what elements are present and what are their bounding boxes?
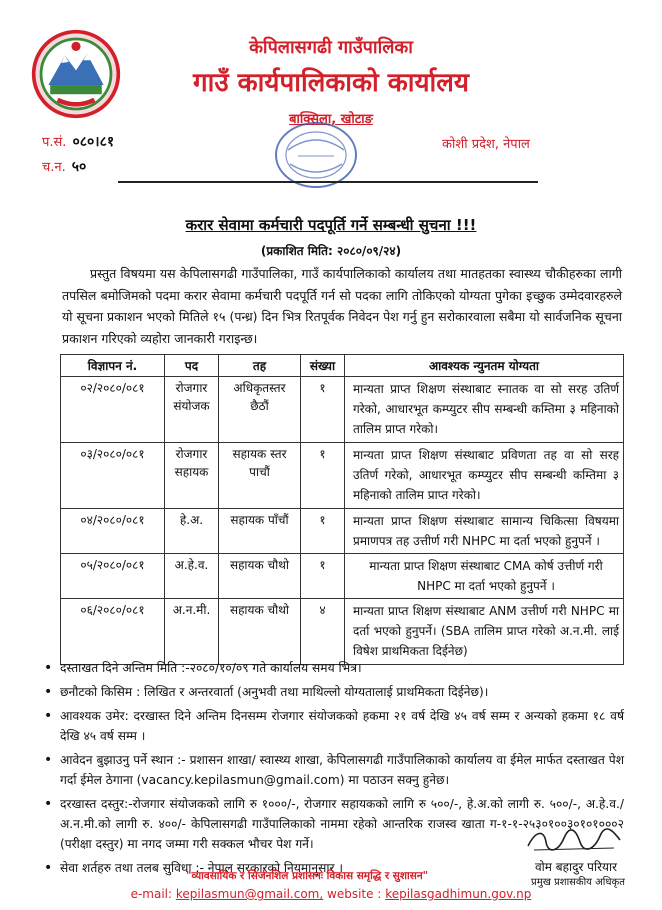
level-cell: सहायक स्तर पाचौं [219,443,301,509]
ad-no-cell: ०३/२०८०/०८१ [61,443,165,509]
district-address: बाक्सिला, खोटाङ [289,112,373,127]
office-slogan: "व्यावसायिक र सिर्जनशिल प्रशासनः विकास समृद्धि र सुशासन" [186,870,429,882]
post-cell: रोजगार संयोजक [165,377,219,443]
reference-number: प.सं. ०८०।८१ [42,134,115,150]
count-cell: १ [301,509,345,554]
count-cell: १ [301,377,345,443]
list-item: • छनौटको किसिम : लिखित र अन्तरवार्ता (अनुभवी तथा माथिल्लो योग्यतालाई प्राथमिकता दिईनेछ)। [44,682,624,702]
office-title: गाउँ कार्यपालिकाको कार्यालय [193,68,469,98]
table-row [61,599,624,665]
post-cell: रोजगार सहायक [165,443,219,509]
website-link[interactable]: kepilasgadhimun.gov.np [385,887,532,901]
requirement-cell: मान्यता प्राप्त शिक्षण संस्थाबाट ANM उत्तीर्ण गरी NHPC मा दर्ता भएको हुनुपर्ने। (SBA तालिम प्राप्त गरेको अ.न.मी. लाई विषेश प्राथमिकता दिईनेछ) [345,599,624,665]
province-label: कोशी प्रदेश, नेपाल [442,137,530,152]
col-post: पद [165,355,219,377]
office-seal-icon [268,120,364,190]
ad-no-cell: ०२/२०८०/०८१ [61,377,165,443]
requirement-cell: मान्यता प्राप्त शिक्षण संस्थाबाट CMA कोर्ष उत्तीर्ण गरी NHPC मा दर्ता भएको हुनुपर्ने । [345,554,624,599]
ad-no-cell: ०६/२०८०/०८१ [61,599,165,665]
post-cell: हे.अ. [165,509,219,554]
table-row [61,554,624,599]
ad-no-cell: ०५/२०८०/०८१ [61,554,165,599]
list-item: • सेवा शर्तहरु तथा तलब सुविधा :- नेपाल सरकारको नियमानुसार । [44,858,624,878]
notice-intro: प्रस्तुत विषयमा यस केपिलासगढी गाउँपालिका, गाउँ कार्यपालिकाको कार्यालय तथा मातहतका स्वास्थ्य चौकीहरुका लागी तपसिल बमोजिमको पदमा करार सेवामा कर्मचारी पदपूर्ति गर्न सो पदका लागि तोकिएको योग्यता पुगेका इच्छुक उम्मेदवारहरुले यो सूचना प्रकाशन भएको मितिले १५ (पन्ध्र) दिन भित्र रितपूर्वक निवेदन पेश गर्नु हुन सरोकारवाला सबैमा यो सार्वजनिक सूचना प्रकाशन गरिएको व्यहोरा जानकारी गराइन्छ। [62,266,622,346]
level-cell: सहायक चौथो [219,554,301,599]
list-item: • आवेदन बुझाउनु पर्ने स्थान :- प्रशासन शाखा/ स्वास्थ्य शाखा, केपिलासगढी गाउँपालिकाको कार्यालय वा ईमेल मार्फत दस्ताखत पेश गर्दा ईमेल ठेगाना (vacancy.kepilasmun@gmail.com) मा पठाउन सक्नु हुनेछ। [44,750,624,790]
level-cell: सहायक चौथो [219,599,301,665]
col-requirement: आवश्यक न्युनतम योग्यता [345,355,624,377]
notice-title: करार सेवामा कर्मचारी पदपूर्ति गर्ने सम्बन्धी सुचना !!! [185,216,477,234]
requirement-cell: मान्यता प्राप्त शिक्षण संस्थाबाट सामान्य चिकित्सा विषयमा प्रमाणपत्र तह उत्तीर्ण गरी NHPC मा दर्ता भएको हुनुपर्ने । [345,509,624,554]
count-cell: १ [301,443,345,509]
table-row [61,377,624,443]
list-item: • आवश्यक उमेर: दरखास्त दिने अन्तिम दिनसम्म रोजगार संयोजकको हकमा २१ वर्ष देखि ४५ वर्ष सम्म र अन्यको हकमा १८ वर्ष देखि ४५ वर्ष सम्म । [44,706,624,746]
vacancy-table [60,354,624,665]
email-link[interactable]: kepilasmun@gmail.com, [175,887,324,901]
dispatch-number: च.न. ५० [42,159,87,175]
header-divider [118,181,538,183]
list-item: • दस्ताखत दिने अन्तिम मिति :-२०८०/१०/०९ गते कार्यालय समय भित्र। [44,658,624,678]
email-label: e-mail: [130,887,173,901]
col-count: संख्या [301,355,345,377]
list-item: • दरखास्त दस्तुर:-रोजगार संयोजकको लागि रु १०००/-, रोजगार सहायकको लागि रु ५००/-, हे.अ.को लागी रु. ५००/-, अ.हे.व./अ.न.मी.को लागी रु. ४००/- केपिलासगढी गाउँपालिकाको नाममा रहेको आन्तरिक राजस्व खाता ग-१-१-२५३०१००३०१०१०००२ (परीक्षा दस्तुर) मा नगद जम्मा गरी सक्कल भौचर पेश गर्ने। [44,794,624,854]
website-label: website : [327,887,382,901]
signature-icon [524,826,624,854]
level-cell: अधिकृतस्तर छैठौं [219,377,301,443]
ad-no-cell: ०४/२०८०/०८१ [61,509,165,554]
municipality-name: केपिलासगढी गाउँपालिका [249,37,413,58]
contact-line [0,887,662,901]
count-cell: १ [301,554,345,599]
col-ad-no: विज्ञापन नं. [61,355,165,377]
post-cell: अ.न.मी. [165,599,219,665]
signer-name: वोम बहादुर परियार [534,860,617,874]
table-header-row [61,355,624,377]
table-row [61,443,624,509]
count-cell: ४ [301,599,345,665]
post-cell: अ.हे.व. [165,554,219,599]
requirement-cell: मान्यता प्राप्त शिक्षण संस्थाबाट स्नातक वा सो सरह उतिर्ण गरेको, आधारभूत कम्प्युटर सीप सम्बन्धी कम्तिमा ३ महिनाको तालिम प्राप्त गरेको। [345,377,624,443]
publish-date: (प्रकाशित मिति: २०८०/०९/२४) [260,244,402,258]
level-cell: सहायक पाँचौं [219,509,301,554]
table-row [61,509,624,554]
requirement-cell: मान्यता प्राप्त शिक्षण संस्थाबाट प्रविणता तह वा सो सरह उतिर्ण गरेको, आधारभूत कम्प्युटर सीप सम्बन्धी कम्तिमा ३ महिनाको तालिम प्राप्त गरेको। [345,443,624,509]
signer-title: प्रमुख प्रशासकीय अधिकृत [531,877,625,888]
col-level: तह [219,355,301,377]
